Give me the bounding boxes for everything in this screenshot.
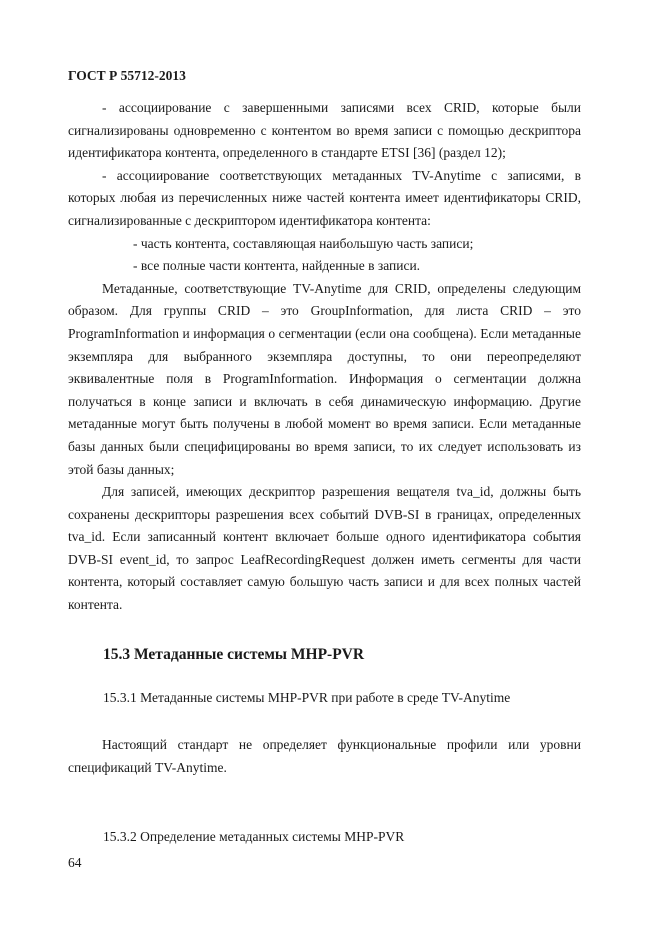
- bullet-item: - ассоциирование с завершенными записями всех CRID, которые были сигнализированы одновременно с контентом во время записи с помощью дескриптора идентификатора контента, определенного в стандарте ETSI [36] (раздел 12);: [68, 100, 581, 161]
- subsection-heading-1: 15.3.1 Метаданные системы MHP-PVR при работе в среде TV-Anytime: [103, 690, 511, 705]
- standard-paragraph-block: [68, 734, 581, 779]
- body-text: [68, 97, 581, 617]
- bullet-item: - ассоциирование соответствующих метаданных TV-Anytime с записями, в которых любая из перечисленных ниже частей контента имеет идентификаторы CRID, сигнализированные с дескриптором идентификатора контента:: [68, 167, 581, 228]
- sub-bullet-item: - часть контента, составляющая наибольшую часть записи;: [133, 235, 474, 251]
- page-number: 64: [68, 855, 82, 870]
- paragraph-standard: Настоящий стандарт не определяет функциональные профили или уровни спецификаций TV-Anytime.: [68, 737, 581, 775]
- page-header-standard-id: ГОСТ Р 55712-2013: [68, 68, 186, 83]
- section-heading: 15.3 Метаданные системы MHP-PVR: [103, 646, 365, 663]
- subsection-heading-2: 15.3.2 Определение метаданных системы MHP-PVR: [103, 829, 405, 844]
- paragraph-metadata: Метаданные, соответствующие TV-Anytime для CRID, определены следующим образом. Для группы CRID – это GroupInformation, для листа CRID – это ProgramInformation и информация о сегментации (если она сообщена). Если метаданные экземпляра для выбранного экземпляра доступны, то они переопределяют эквивалентные поля в ProgramInformation. Информация о сегментации должна получаться в конце записи и включать в себя динамическую информацию. Другие метаданные могут быть получены в любой момент во время записи. Если метаданные базы данных были специфицированы во время записи, то их следует использовать из этой базы данных;: [68, 280, 581, 477]
- sub-bullet-item: - все полные части контента, найденные в записи.: [133, 258, 421, 274]
- paragraph-records: Для записей, имеющих дескриптор разрешения вещателя tva_id, должны быть сохранены дескрипторы разрешения всех событий DVB-SI в границах, определенных tva_id. Если записанный контент включает больше одного идентификатора события DVB-SI event_id, то запрос LeafRecordingRequest должен иметь сегменты для части контента, который составляет самую большую часть записи и для всех полных частей контента.: [68, 484, 581, 613]
